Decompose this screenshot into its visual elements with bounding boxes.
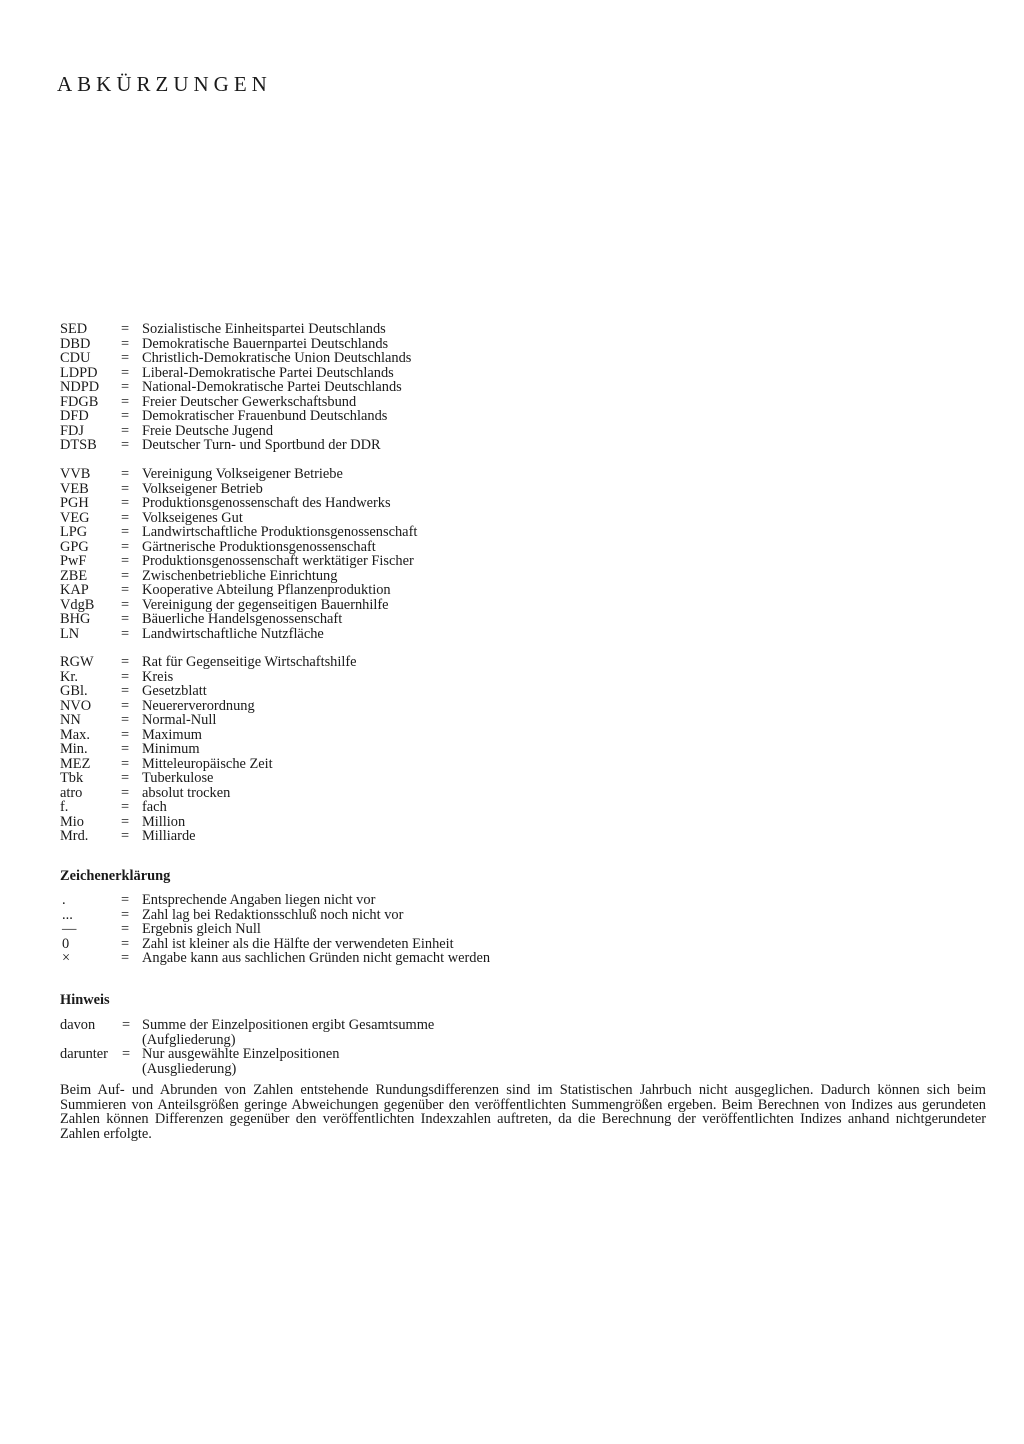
symbol-row <box>60 951 490 966</box>
abbreviation-definition: Freier Deutscher Gewerkschaftsbund <box>142 393 357 410</box>
abbreviation-definition: Produktionsgenossenschaft des Handwerks <box>142 495 391 511</box>
abbreviation-row <box>60 322 411 337</box>
abbreviation: FDGB <box>60 393 99 410</box>
abbreviation-row <box>60 800 357 815</box>
abbreviation: DBD <box>60 335 91 352</box>
abbreviation-definition: Sozialistische Einheitspartei Deutschlands <box>142 321 386 337</box>
equals-sign: = <box>121 741 130 757</box>
abbreviation-row <box>60 627 417 642</box>
abbreviation-definition: Gärtnerische Produktionsgenossenschaft <box>142 538 376 555</box>
hinweis-row <box>60 1047 434 1076</box>
equals-sign: = <box>121 567 130 584</box>
abbreviation: MEZ <box>60 755 91 772</box>
equals-sign: = <box>122 1017 131 1033</box>
abbreviation: GBl. <box>60 683 88 699</box>
equals-sign: = <box>121 437 130 453</box>
hinweis-line: (Ausgliederung) <box>142 1060 237 1077</box>
abbreviation-row <box>60 409 411 424</box>
abbreviation: SED <box>60 321 88 337</box>
abbreviation: BHG <box>60 611 91 627</box>
abbreviation: Max. <box>60 726 90 743</box>
abbreviation-row <box>60 684 357 699</box>
abbreviation-definition: Demokratischer Frauenbund Deutschlands <box>142 408 388 424</box>
abbreviation-definition: Zwischenbetriebliche Einrichtung <box>142 567 338 584</box>
equals-sign: = <box>121 683 130 699</box>
abbreviation-definition: Normal-Null <box>142 712 217 728</box>
abbreviation-row <box>60 569 417 584</box>
abbreviation-definition: Gesetzblatt <box>142 683 207 699</box>
abbreviation: DTSB <box>60 437 97 453</box>
symbol-definition: Zahl ist kleiner als die Hälfte der verwendeten Einheit <box>142 935 454 952</box>
abbreviation-row <box>60 554 417 569</box>
abbreviation-row <box>60 511 417 526</box>
abbreviation-row <box>60 771 357 786</box>
abbreviation: Min. <box>60 741 88 757</box>
abbreviation-row <box>60 786 357 801</box>
abbreviation-row <box>60 742 357 757</box>
hinweis-definition <box>142 1018 434 1047</box>
hinweis-list <box>60 1018 434 1076</box>
abbreviation-definition: Bäuerliche Handelsgenossenschaft <box>142 611 343 627</box>
symbol: 0 <box>62 935 70 952</box>
abbreviation: VVB <box>60 466 91 482</box>
abbreviation-group-parties <box>60 322 411 453</box>
equals-sign: = <box>121 697 130 714</box>
equals-sign: = <box>121 495 130 511</box>
abbreviation-row <box>60 829 357 844</box>
equals-sign: = <box>121 480 130 497</box>
abbreviation: VEG <box>60 509 90 526</box>
hinweis-term: darunter <box>60 1046 108 1062</box>
abbreviation-definition: Minimum <box>142 741 200 757</box>
equals-sign: = <box>121 813 130 830</box>
abbreviation-definition: National-Demokratische Partei Deutschlands <box>142 379 402 395</box>
abbreviation: Tbk <box>60 770 84 786</box>
abbreviation-definition: Vereinigung der gegenseitigen Bauernhilfe <box>142 596 389 613</box>
equals-sign: = <box>121 712 130 728</box>
abbreviation-definition: Rat für Gegenseitige Wirtschaftshilfe <box>142 654 357 670</box>
abbreviation-definition: Milliarde <box>142 828 196 844</box>
abbreviation-row <box>60 655 357 670</box>
abbreviation-row <box>60 713 357 728</box>
hinweis-definition <box>142 1047 339 1076</box>
abbreviation-row <box>60 598 417 613</box>
symbol: — <box>62 921 77 937</box>
abbreviation-definition: Liberal-Demokratische Partei Deutschlands <box>142 364 394 381</box>
equals-sign: = <box>121 950 130 966</box>
equals-sign: = <box>121 828 130 844</box>
abbreviation-row <box>60 728 357 743</box>
equals-sign: = <box>121 892 130 908</box>
equals-sign: = <box>121 466 130 482</box>
abbreviation-definition: Deutscher Turn- und Sportbund der DDR <box>142 437 381 453</box>
equals-sign: = <box>121 654 130 670</box>
abbreviation: atro <box>60 784 83 801</box>
symbol-row <box>60 908 490 923</box>
equals-sign: = <box>121 935 130 952</box>
symbol-row <box>60 937 490 952</box>
equals-sign: = <box>121 611 130 627</box>
abbreviation: Mio <box>60 813 84 830</box>
abbreviation-definition: Maximum <box>142 726 202 743</box>
abbreviation-row <box>60 467 417 482</box>
abbreviation-row <box>60 424 411 439</box>
equals-sign: = <box>121 582 130 598</box>
symbol-row <box>60 893 490 908</box>
equals-sign: = <box>121 770 130 786</box>
abbreviation: LN <box>60 625 80 642</box>
equals-sign: = <box>121 335 130 352</box>
equals-sign: = <box>121 755 130 772</box>
abbreviation: PGH <box>60 495 89 511</box>
abbreviation-row <box>60 612 417 627</box>
abbreviation: KAP <box>60 582 89 598</box>
abbreviation-row <box>60 366 411 381</box>
abbreviation-row <box>60 496 417 511</box>
equals-sign: = <box>121 379 130 395</box>
hinweis-row <box>60 1018 434 1047</box>
page-title: ABKÜRZUNGEN <box>57 72 272 96</box>
abbreviation-definition: Landwirtschaftliche Nutzfläche <box>142 625 324 642</box>
hinweis-term: davon <box>60 1017 96 1033</box>
abbreviation-row <box>60 337 411 352</box>
abbreviation: ZBE <box>60 567 88 584</box>
abbreviation: LPG <box>60 524 88 540</box>
abbreviation-row <box>60 395 411 410</box>
equals-sign: = <box>121 393 130 410</box>
abbreviation-definition: Freie Deutsche Jugend <box>142 422 274 439</box>
hinweis-heading: Hinweis <box>60 992 110 1008</box>
symbols-heading: Zeichenerklärung <box>60 868 171 884</box>
equals-sign: = <box>121 321 130 337</box>
symbol: ... <box>62 906 73 923</box>
abbreviation-definition: Million <box>142 813 186 830</box>
abbreviation-definition: Vereinigung Volkseigener Betriebe <box>142 466 343 482</box>
equals-sign: = <box>121 921 130 937</box>
symbol: × <box>62 950 71 966</box>
abbreviation-row <box>60 670 357 685</box>
abbreviation-definition: Mitteleuropäische Zeit <box>142 755 273 772</box>
abbreviation: DFD <box>60 408 89 424</box>
abbreviation-definition: Kooperative Abteilung Pflanzenproduktion <box>142 582 391 598</box>
abbreviation-definition: Christlich-Demokratische Union Deutschlands <box>142 350 412 366</box>
abbreviation-definition: Tuberkulose <box>142 770 214 786</box>
abbreviation: Kr. <box>60 668 78 685</box>
equals-sign: = <box>121 625 130 642</box>
abbreviation: VdgB <box>60 596 95 613</box>
symbol-definition: Entsprechende Angaben liegen nicht vor <box>142 892 376 908</box>
abbreviation-group-general <box>60 655 357 844</box>
equals-sign: = <box>121 538 130 555</box>
symbols-list <box>60 893 490 966</box>
rounding-note: Beim Auf- und Abrunden von Zahlen entstehende Rundungsdifferenzen sind im Statistischen Jahrbuch nicht ausgeglichen. Dadurch können sich beim Summieren von Anteilsgrößen geringe Abweichungen gegenüber den veröffentlichten Summengrößen ergeben. Beim Berechnen von Indizes aus gerundeten Zahlen können Differenzen gegenüber den veröffentlichten Indexzahlen auftreten, da die Berechnung der veröffentlichten Indizes anhand nichtgerundeter Zahlen erfolgte. <box>60 1082 986 1142</box>
abbreviation-definition: Kreis <box>142 668 174 685</box>
symbol-row <box>60 922 490 937</box>
equals-sign: = <box>122 1046 131 1062</box>
abbreviation-row <box>60 525 417 540</box>
abbreviation: PwF <box>60 553 87 569</box>
equals-sign: = <box>121 422 130 439</box>
hinweis-line: Summe der Einzelpositionen ergibt Gesamtsumme <box>142 1017 435 1033</box>
abbreviation: FDJ <box>60 422 84 439</box>
equals-sign: = <box>121 799 130 815</box>
abbreviation-group-economy <box>60 467 417 641</box>
equals-sign: = <box>121 364 130 381</box>
abbreviation: Mrd. <box>60 828 89 844</box>
symbol-definition: Zahl lag bei Redaktionsschluß noch nicht vor <box>142 906 404 923</box>
abbreviation-definition: fach <box>142 799 167 815</box>
abbreviation-row <box>60 540 417 555</box>
abbreviation-definition: absolut trocken <box>142 784 231 801</box>
abbreviation: f. <box>60 799 69 815</box>
equals-sign: = <box>121 553 130 569</box>
abbreviation-row <box>60 815 357 830</box>
equals-sign: = <box>121 524 130 540</box>
abbreviation-definition: Demokratische Bauernpartei Deutschlands <box>142 335 389 352</box>
symbol-definition: Ergebnis gleich Null <box>142 921 261 937</box>
equals-sign: = <box>121 726 130 743</box>
abbreviation: NN <box>60 712 81 728</box>
equals-sign: = <box>121 906 130 923</box>
equals-sign: = <box>121 596 130 613</box>
abbreviation-row <box>60 482 417 497</box>
abbreviation-row <box>60 583 417 598</box>
abbreviation: CDU <box>60 350 91 366</box>
equals-sign: = <box>121 668 130 685</box>
hinweis-line: (Aufgliederung) <box>142 1031 236 1048</box>
equals-sign: = <box>121 350 130 366</box>
abbreviation-row <box>60 757 357 772</box>
abbreviation: LDPD <box>60 364 98 381</box>
abbreviation-definition: Volkseigener Betrieb <box>142 480 263 497</box>
hinweis-line: Nur ausgewählte Einzelpositionen <box>142 1046 340 1062</box>
abbreviation-row <box>60 438 411 453</box>
abbreviation-definition: Landwirtschaftliche Produktionsgenossenschaft <box>142 524 418 540</box>
abbreviation: RGW <box>60 654 94 670</box>
abbreviation: NVO <box>60 697 92 714</box>
symbol: . <box>62 892 66 908</box>
abbreviation-row <box>60 351 411 366</box>
abbreviation: NDPD <box>60 379 100 395</box>
abbreviation-definition: Neuererverordnung <box>142 697 255 714</box>
equals-sign: = <box>121 784 130 801</box>
equals-sign: = <box>121 408 130 424</box>
abbreviation-definition: Volkseigenes Gut <box>142 509 243 526</box>
abbreviation-row <box>60 699 357 714</box>
abbreviation: GPG <box>60 538 89 555</box>
symbol-definition: Angabe kann aus sachlichen Gründen nicht gemacht werden <box>142 950 491 966</box>
abbreviation-definition: Produktionsgenossenschaft werktätiger Fischer <box>142 553 414 569</box>
abbreviation-row <box>60 380 411 395</box>
equals-sign: = <box>121 509 130 526</box>
abbreviation: VEB <box>60 480 89 497</box>
